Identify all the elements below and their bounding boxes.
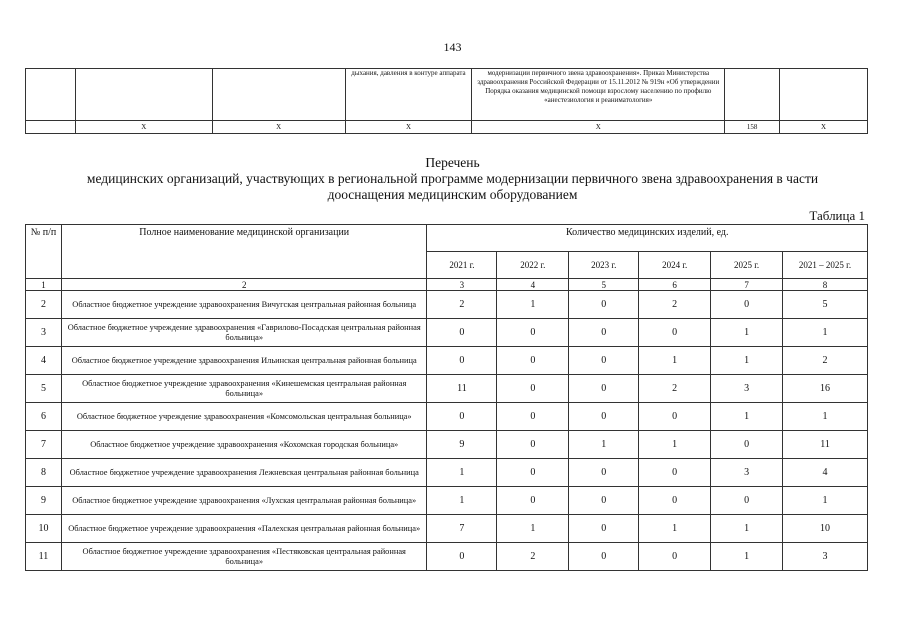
continuation-row xyxy=(26,69,868,121)
column-number: 8 xyxy=(783,279,868,291)
table-label: Таблица 1 xyxy=(809,208,865,223)
table-row xyxy=(26,515,868,543)
qty-2024: 0 xyxy=(639,487,711,515)
row-num: 7 xyxy=(26,431,62,459)
header-year: 2023 г. xyxy=(569,252,639,279)
qty-total: 16 xyxy=(783,375,868,403)
header-year-total: 2021 – 2025 г. xyxy=(783,252,868,279)
column-number: 5 xyxy=(569,279,639,291)
qty-2021: 2 xyxy=(427,291,497,319)
qty-2024: 0 xyxy=(639,403,711,431)
qty-2023: 0 xyxy=(569,543,639,571)
qty-2025: 3 xyxy=(711,459,783,487)
qty-2022: 0 xyxy=(497,319,569,347)
org-name: Областное бюджетное учреждение здравоохранения Вичугская центральная районная больница xyxy=(61,291,427,319)
x-cell xyxy=(26,121,76,134)
qty-2021: 1 xyxy=(427,487,497,515)
device-cell: дыхания, давления в контуре аппарата xyxy=(345,69,472,121)
qty-2025: 0 xyxy=(711,431,783,459)
column-number: 2 xyxy=(61,279,427,291)
count-cell: 158 xyxy=(725,121,780,134)
table-row xyxy=(26,459,868,487)
qty-2022: 0 xyxy=(497,459,569,487)
table-row xyxy=(26,319,868,347)
qty-2023: 0 xyxy=(569,347,639,375)
header-num: № п/п xyxy=(26,225,62,279)
row-num: 3 xyxy=(26,319,62,347)
header-row xyxy=(26,225,868,252)
qty-2024: 0 xyxy=(639,319,711,347)
qty-2025: 1 xyxy=(711,319,783,347)
basis-cell: модернизации первичного звена здравоохранения». Приказ Министерства здравоохранения Российской Федерации от 15.11.2012 № 919н «Об утверждении Порядка оказания медицинской помощи взрослому населению по профилю «анестезиология и реаниматология» xyxy=(472,69,725,121)
row-num: 6 xyxy=(26,403,62,431)
qty-2021: 11 xyxy=(427,375,497,403)
column-number: 7 xyxy=(711,279,783,291)
page-number: 143 xyxy=(443,40,462,54)
qty-2023: 0 xyxy=(569,291,639,319)
qty-total: 5 xyxy=(783,291,868,319)
table-row xyxy=(26,431,868,459)
table-row xyxy=(26,403,868,431)
qty-2025: 0 xyxy=(711,487,783,515)
org-name: Областное бюджетное учреждение здравоохранения «Комсомольская центральная больница» xyxy=(61,403,427,431)
column-number: 6 xyxy=(639,279,711,291)
qty-2022: 0 xyxy=(497,431,569,459)
row-num: 8 xyxy=(26,459,62,487)
qty-total: 1 xyxy=(783,403,868,431)
qty-2022: 0 xyxy=(497,375,569,403)
qty-total: 1 xyxy=(783,319,868,347)
qty-2023: 0 xyxy=(569,515,639,543)
column-number: 1 xyxy=(26,279,62,291)
row-num: 5 xyxy=(26,375,62,403)
qty-total: 3 xyxy=(783,543,868,571)
table-row xyxy=(26,487,868,515)
qty-2024: 2 xyxy=(639,291,711,319)
qty-total: 2 xyxy=(783,347,868,375)
qty-2025: 1 xyxy=(711,515,783,543)
x-cell: Х xyxy=(472,121,725,134)
qty-2023: 0 xyxy=(569,403,639,431)
x-cell: Х xyxy=(75,121,212,134)
header-year: 2022 г. xyxy=(497,252,569,279)
table-row xyxy=(26,291,868,319)
x-row xyxy=(26,121,868,134)
header-org: Полное наименование медицинской организации xyxy=(61,225,427,279)
qty-total: 4 xyxy=(783,459,868,487)
row-num: 9 xyxy=(26,487,62,515)
title-line: Перечень xyxy=(425,155,480,170)
qty-2024: 1 xyxy=(639,515,711,543)
qty-2022: 1 xyxy=(497,515,569,543)
x-cell: Х xyxy=(345,121,472,134)
qty-2023: 0 xyxy=(569,487,639,515)
x-cell: Х xyxy=(212,121,345,134)
org-name: Областное бюджетное учреждение здравоохранения «Палехская центральная районная больница» xyxy=(61,515,427,543)
qty-2025: 1 xyxy=(711,543,783,571)
qty-2025: 1 xyxy=(711,347,783,375)
x-cell: Х xyxy=(780,121,868,134)
qty-2024: 0 xyxy=(639,543,711,571)
qty-2024: 1 xyxy=(639,431,711,459)
organizations-table xyxy=(25,224,868,571)
title-line: медицинских организаций, участвующих в региональной программе модернизации первичного звена здравоохранения в части xyxy=(86,171,819,186)
column-numbers-row xyxy=(26,279,868,291)
qty-2022: 0 xyxy=(497,403,569,431)
org-name: Областное бюджетное учреждение здравоохранения Ильинская центральная районная больница xyxy=(61,347,427,375)
org-name: Областное бюджетное учреждение здравоохранения Лежневская центральная районная больница xyxy=(61,459,427,487)
header-year: 2021 г. xyxy=(427,252,497,279)
qty-2024: 0 xyxy=(639,459,711,487)
row-num: 11 xyxy=(26,543,62,571)
row-num: 4 xyxy=(26,347,62,375)
header-year: 2025 г. xyxy=(711,252,783,279)
qty-2023: 0 xyxy=(569,319,639,347)
row-num: 10 xyxy=(26,515,62,543)
title-line: дооснащения медицинским оборудованием xyxy=(327,187,578,202)
row-num: 2 xyxy=(26,291,62,319)
header-qty: Количество медицинских изделий, ед. xyxy=(427,225,868,252)
list-title xyxy=(0,155,905,203)
qty-2022: 1 xyxy=(497,291,569,319)
org-name: Областное бюджетное учреждение здравоохранения «Гаврилово-Посадская центральная районная больница» xyxy=(61,319,427,347)
qty-2024: 1 xyxy=(639,347,711,375)
qty-2025: 0 xyxy=(711,291,783,319)
qty-2022: 0 xyxy=(497,487,569,515)
continuation-table xyxy=(25,68,868,134)
qty-2021: 9 xyxy=(427,431,497,459)
qty-total: 10 xyxy=(783,515,868,543)
qty-2021: 0 xyxy=(427,319,497,347)
column-number: 4 xyxy=(497,279,569,291)
qty-total: 1 xyxy=(783,487,868,515)
qty-2023: 0 xyxy=(569,459,639,487)
table-row xyxy=(26,543,868,571)
org-name: Областное бюджетное учреждение здравоохранения «Кинешемская центральная районная больница» xyxy=(61,375,427,403)
qty-2021: 7 xyxy=(427,515,497,543)
qty-2025: 1 xyxy=(711,403,783,431)
header-year: 2024 г. xyxy=(639,252,711,279)
qty-2021: 1 xyxy=(427,459,497,487)
qty-2023: 0 xyxy=(569,375,639,403)
org-name: Областное бюджетное учреждение здравоохранения «Лухская центральная районная больница» xyxy=(61,487,427,515)
qty-2023: 1 xyxy=(569,431,639,459)
qty-2022: 2 xyxy=(497,543,569,571)
qty-2024: 2 xyxy=(639,375,711,403)
org-name: Областное бюджетное учреждение здравоохранения «Кохомская городская больница» xyxy=(61,431,427,459)
qty-total: 11 xyxy=(783,431,868,459)
column-number: 3 xyxy=(427,279,497,291)
org-name: Областное бюджетное учреждение здравоохранения «Пестяковская центральная районная больница» xyxy=(61,543,427,571)
qty-2025: 3 xyxy=(711,375,783,403)
qty-2022: 0 xyxy=(497,347,569,375)
qty-2021: 0 xyxy=(427,543,497,571)
qty-2021: 0 xyxy=(427,403,497,431)
table-row xyxy=(26,347,868,375)
table-row xyxy=(26,375,868,403)
qty-2021: 0 xyxy=(427,347,497,375)
